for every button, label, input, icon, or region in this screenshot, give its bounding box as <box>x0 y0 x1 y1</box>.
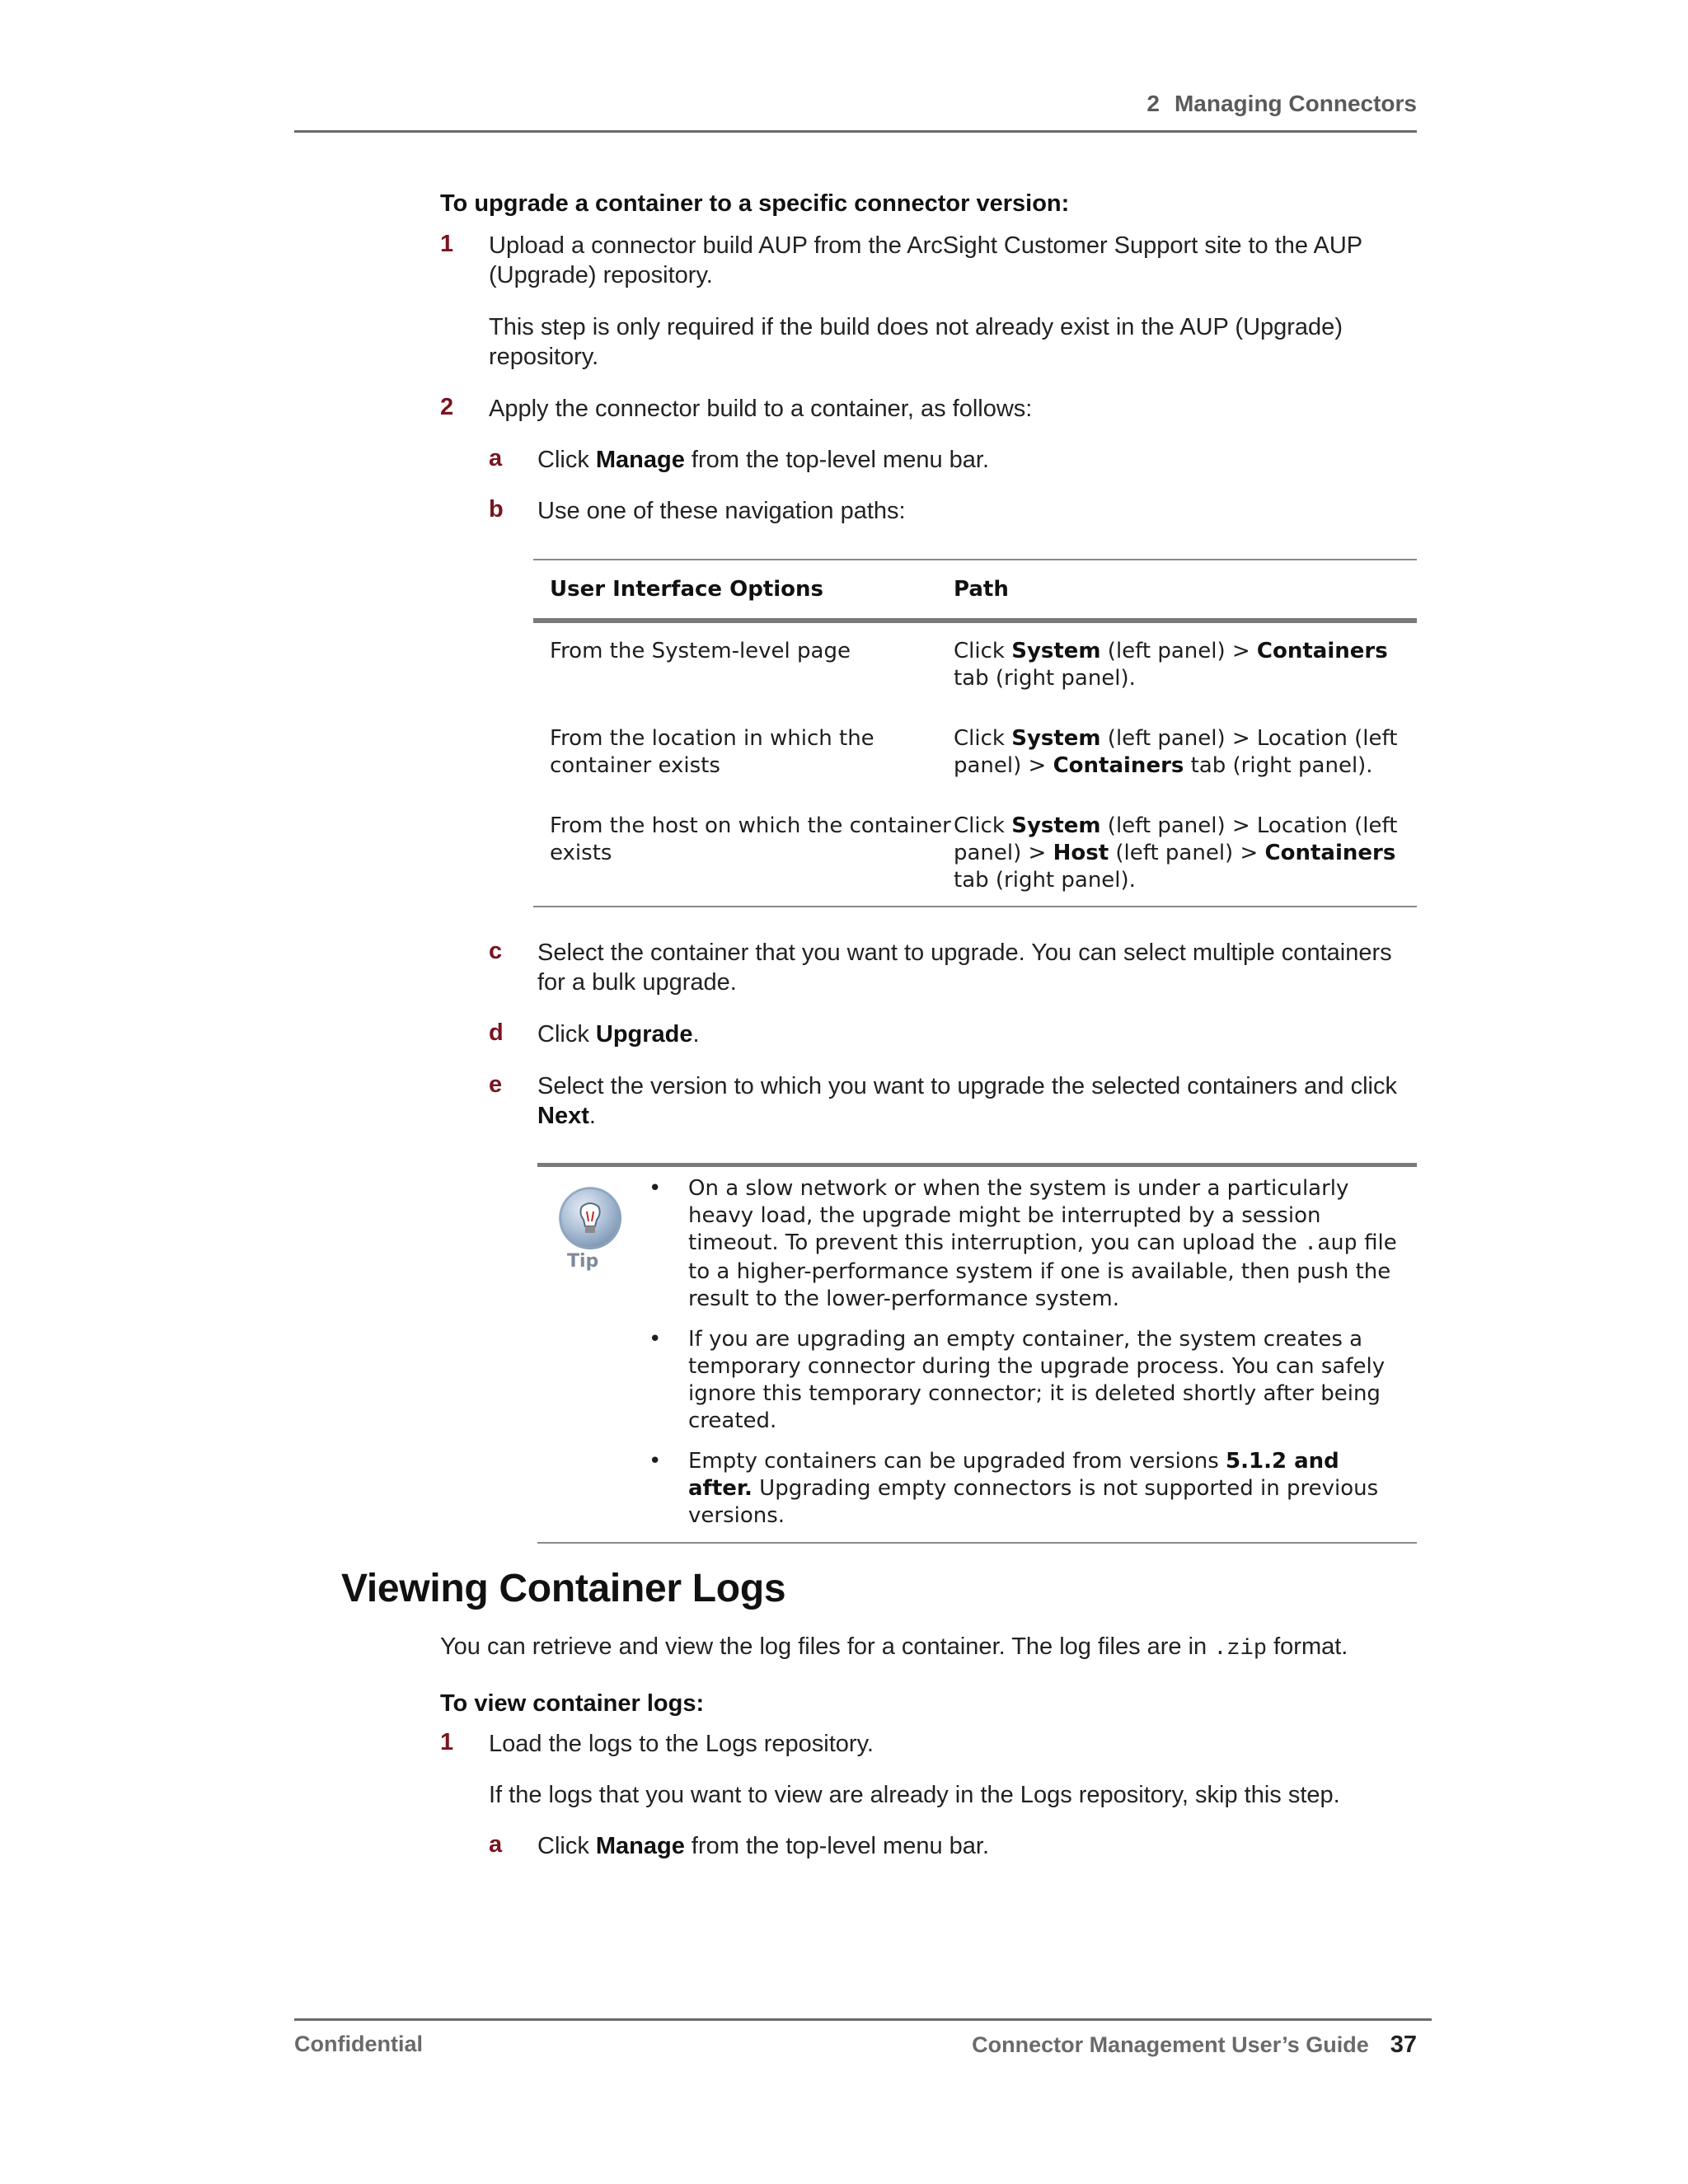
logs-step-1-note: If the logs that you want to view are already in the Logs repository, skip this step. <box>489 1782 1340 1808</box>
substep-e-post: . <box>588 1103 596 1129</box>
manage-menu-name: Manage <box>595 1833 685 1859</box>
page-number: 37 <box>1390 2032 1417 2058</box>
table-row <box>533 710 1417 798</box>
path-text: tab (right panel). <box>954 666 1136 691</box>
navigation-paths-table <box>533 559 1417 907</box>
column-header-options: User Interface Options <box>550 576 824 602</box>
tip-item-empty-container <box>649 1326 1407 1435</box>
tip-text: file to a higher-performance system if one is available, then push the result to the lower-performance system. <box>688 1230 1397 1311</box>
page-footer <box>294 2018 1432 2060</box>
table-cell-path <box>954 725 1417 780</box>
substep-marker-e: e <box>489 1071 503 1098</box>
path-bold: System <box>1011 726 1101 751</box>
substep-e-text <box>537 1071 1417 1131</box>
substep-a-text <box>537 445 1417 475</box>
footer-guide <box>972 2032 1417 2059</box>
table-row <box>533 623 1417 710</box>
step-1-note: This step is only required if the build does not already exist in the AUP (Upgrade) repository. <box>489 314 1343 370</box>
path-text: Click <box>954 813 1012 838</box>
procedure-title-logs: To view container logs: <box>440 1690 705 1717</box>
bullet: • <box>649 1449 662 1474</box>
upgrade-button-name: Upgrade <box>595 1021 693 1047</box>
page-header <box>294 91 1417 133</box>
substep-c-text: Select the container that you want to upgrade. You can select multiple containers for a bulk upgrade. <box>537 940 1392 996</box>
path-text: (left panel) > Location (left panel) > <box>954 726 1398 778</box>
manage-menu-name: Manage <box>595 447 685 473</box>
substep-marker-c: c <box>489 938 503 964</box>
substep-a-post: from the top-level menu bar. <box>684 1833 990 1859</box>
chapter-title: Managing Connectors <box>1174 91 1417 116</box>
path-text: tab (right panel). <box>954 868 1136 893</box>
column-header-path: Path <box>954 576 1009 602</box>
path-text: Click <box>954 726 1012 751</box>
step-marker-2: 2 <box>440 394 454 420</box>
tip-item-versions <box>649 1448 1407 1530</box>
bullet: • <box>649 1327 662 1352</box>
running-header <box>1146 91 1417 117</box>
step-marker-1: 1 <box>440 1729 454 1755</box>
zip-extension: .zip <box>1213 1637 1268 1661</box>
tip-list <box>649 1175 1407 1543</box>
intro-text: You can retrieve and view the log files for a container. The log files are in <box>440 1633 1214 1660</box>
table-row <box>533 798 1417 906</box>
substep-e-pre: Select the version to which you want to upgrade the selected containers and click <box>537 1073 1397 1099</box>
substep-d-text <box>537 1019 1417 1049</box>
substep-marker-d: d <box>489 1019 504 1046</box>
step-1-text: Upload a connector build AUP from the ArcSight Customer Support site to the AUP (Upgrade) repository. <box>489 232 1362 288</box>
substep-a-pre: Click <box>537 1833 596 1859</box>
chapter-number: 2 <box>1146 91 1160 116</box>
table-cell-option: From the location in which the container exists <box>550 726 874 778</box>
step-marker-1: 1 <box>440 231 454 257</box>
table-cell-path <box>954 813 1417 894</box>
step-2-text: Apply the connector build to a container, as follows: <box>489 396 1033 422</box>
version-bold: 5.1.2 and after. <box>688 1449 1339 1501</box>
path-bold: System <box>1011 813 1101 838</box>
table-cell-path <box>954 638 1417 692</box>
substep-d-post: . <box>692 1021 700 1047</box>
tip-text: On a slow network or when the system is under a particularly heavy load, the upgrade might be interrupted by a session timeout. To prevent this interruption, you can upload the <box>688 1176 1349 1255</box>
logs-substep-a-text <box>537 1831 1417 1861</box>
path-bold: Host <box>1053 841 1109 865</box>
bullet: • <box>649 1176 662 1201</box>
path-text: tab (right panel). <box>1184 753 1373 778</box>
substep-b-text: Use one of these navigation paths: <box>537 498 906 524</box>
tip-box <box>537 1163 1417 1544</box>
substep-d-pre: Click <box>537 1021 596 1047</box>
substep-a-post: from the top-level menu bar. <box>684 447 990 473</box>
substep-marker-a: a <box>489 1831 503 1858</box>
section-heading: Viewing Container Logs <box>341 1567 786 1610</box>
path-text: (left panel) > <box>1109 841 1265 865</box>
path-text: Click <box>954 639 1012 663</box>
tip-text: If you are upgrading an empty container, the system creates a temporary connector during the upgrade process. You can safely ignore this temporary connector; it is deleted shortly after being created. <box>688 1327 1386 1433</box>
guide-title: Connector Management User’s Guide <box>972 2032 1369 2057</box>
table-header-row <box>533 560 1417 623</box>
path-bold: Containers <box>1264 841 1396 865</box>
substep-a-pre: Click <box>537 447 596 473</box>
logs-intro <box>440 1632 1417 1664</box>
intro-text: format. <box>1267 1633 1348 1660</box>
tip-label: Tip <box>567 1251 599 1272</box>
next-button-name: Next <box>537 1103 589 1129</box>
path-bold: Containers <box>1053 753 1184 778</box>
tip-text: Empty containers can be upgraded from versions <box>688 1449 1226 1474</box>
tip-text: Upgrading empty connectors is not supported in previous versions. <box>688 1476 1379 1528</box>
logs-step-1-text: Load the logs to the Logs repository. <box>489 1731 874 1757</box>
substep-marker-a: a <box>489 445 503 471</box>
substep-marker-b: b <box>489 496 504 523</box>
table-cell-option: From the host on which the container exists <box>550 813 951 865</box>
procedure-title-upgrade: To upgrade a container to a specific connector version: <box>440 190 1070 217</box>
table-cell-option: From the System-level page <box>550 639 851 663</box>
path-text: (left panel) > <box>1100 639 1257 663</box>
confidential-label: Confidential <box>294 2032 423 2056</box>
path-bold: System <box>1011 639 1101 663</box>
path-bold: Containers <box>1256 639 1388 663</box>
path-text: (left panel) > Location (left panel) > <box>954 813 1398 865</box>
aup-extension: .aup <box>1304 1232 1357 1257</box>
lightbulb-tip-icon <box>552 1185 631 1276</box>
tip-item-slow-network <box>649 1175 1407 1313</box>
